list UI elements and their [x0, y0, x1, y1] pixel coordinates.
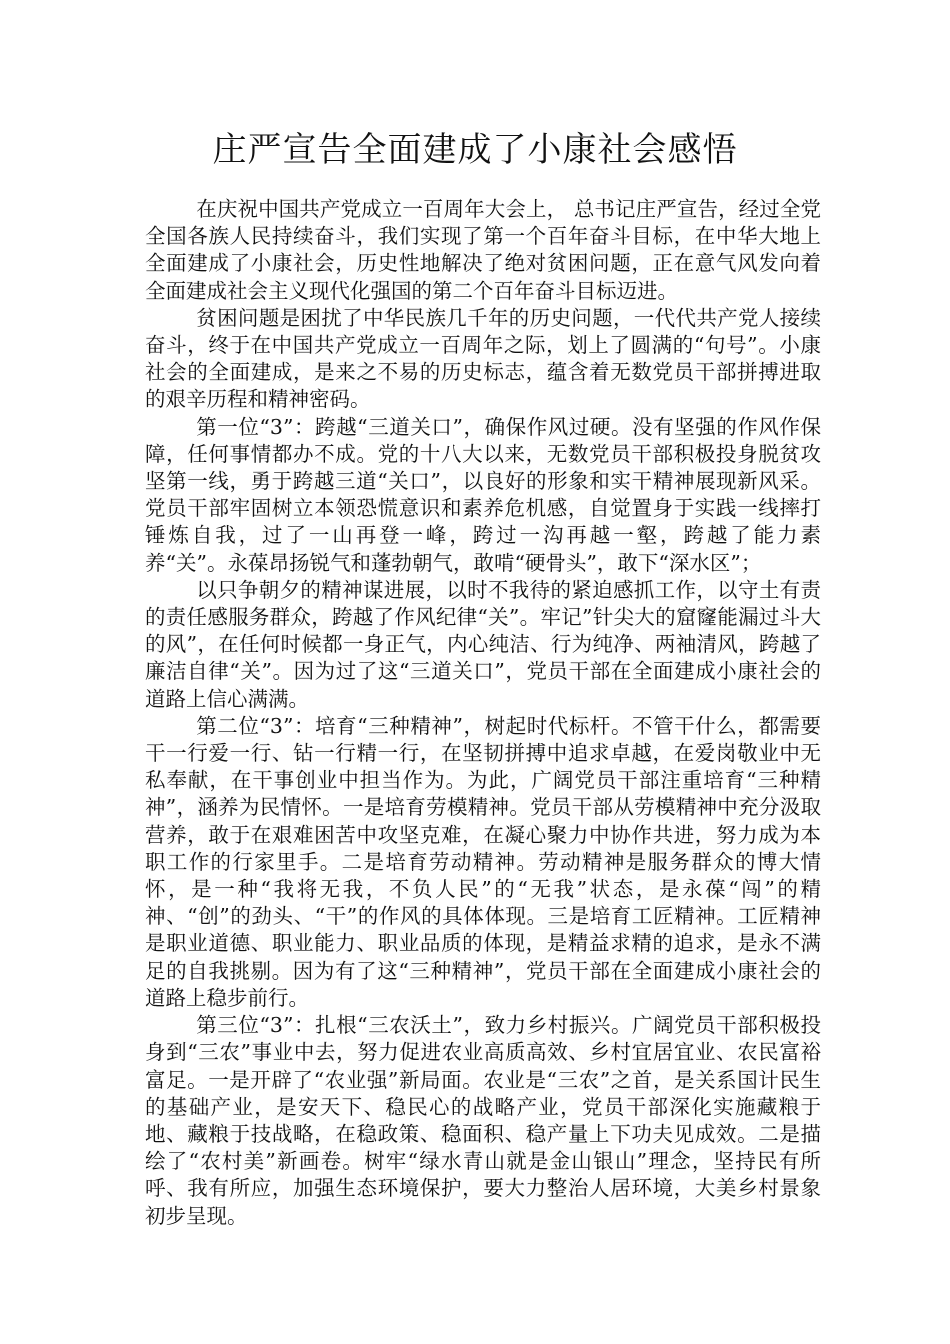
paragraph-3: 第一位“3”：跨越“三道关口”，确保作风过硬。没有坚强的作风作保障，任何事情都办不成。党的十八大以来，无数党员干部积极投身脱贫攻坚第一线，勇于跨越三道“关口”，以良好的形象和实干精神展现新风采。党员干部牢固树立本领恐慌意识和素养危机感，自觉置身于实践一线摔打锤炼自我，过了一山再登一峰，跨过一沟再越一壑，跨越了能力素养“关”。永葆昂扬锐气和蓬勃朝气，敢啃“硬骨头”，敢下“深水区”；: [145, 414, 821, 575]
document-body: [145, 196, 821, 1230]
paragraph-6: 第三位“3”：扎根“三农沃土”，致力乡村振兴。广阔党员干部积极投身到“三农”事业中去，努力促进农业高质高效、乡村宜居宜业、农民富裕富足。一是开辟了“农业强”新局面。农业是“三农”之首，是关系国计民生的基础产业，是安天下、稳民心的战略产业，党员干部深化实施藏粮于地、藏粮于技战略，在稳政策、稳面积、稳产量上下功夫见成效。二是描绘了“农村美”新画卷。树牢“绿水青山就是金山银山”理念，坚持民有所呼、我有所应，加强生态环境保护，要大力整治人居环境，大美乡村景象初步呈现。: [145, 1013, 821, 1228]
document-title: 庄严宣告全面建成了小康社会感悟: [212, 130, 738, 170]
paragraph-4: 以只争朝夕的精神谋进展，以时不我待的紧迫感抓工作，以守土有责的责任感服务群众，跨越了作风纪律“关”。牢记”针尖大的窟窿能漏过斗大的风”，在任何时候都一身正气，内心纯洁、行为纯净、两袖清风，跨越了廉洁自律“关”。因为过了这“三道关口”，党员干部在全面建成小康社会的道路上信心满满。: [145, 577, 821, 711]
paragraph-5: 第二位“3”：培育“三种精神”，树起时代标杆。不管干什么，都需要干一行爱一行、钻一行精一行，在坚韧拼搏中追求卓越，在爱岗敬业中无私奉献，在干事创业中担当作为。为此，广阔党员干部注重培育“三种精神”，涵养为民情怀。一是培育劳模精神。党员干部从劳模精神中充分汲取营养，敢于在艰难困苦中攻坚克难，在凝心聚力中协作共进，努力成为本职工作的行家里手。二是培育劳动精神。劳动精神是服务群众的博大情怀，是一种“我将无我，不负人民”的“无我”状态，是永葆“闯”的精神、“创”的劲头、“干”的作风的具体体现。三是培育工匠精神。工匠精神是职业道德、职业能力、职业品质的体现，是精益求精的追求，是永不满足的自我挑剔。因为有了这“三种精神”，党员干部在全面建成小康社会的道路上稳步前行。: [145, 713, 821, 1010]
paragraph-1: 在庆祝中国共产党成立一百周年大会上， 总书记庄严宣告，经过全党全国各族人民持续奋斗，我们实现了第一个百年奋斗目标，在中华大地上全面建成了小康社会，历史性地解决了绝对贫困问题，正在意气风发向着全面建成社会主义现代化强国的第二个百年奋斗目标迈进。: [145, 197, 821, 303]
paragraph-2: 贫困问题是困扰了中华民族几千年的历史问题，一代代共产党人接续奋斗，终于在中国共产党成立一百周年之际，划上了圆满的“句号”。小康社会的全面建成，是来之不易的历史标志，蕴含着无数党员干部拼搏进取的艰辛历程和精神密码。: [145, 305, 821, 412]
